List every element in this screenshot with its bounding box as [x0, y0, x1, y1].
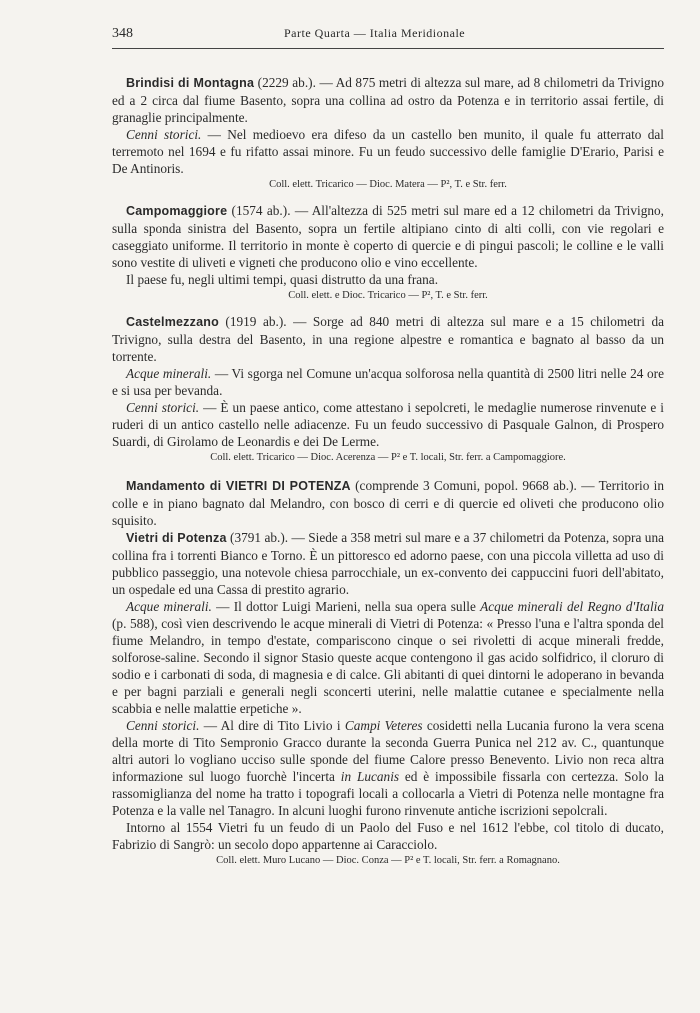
acque-minerali-castelmezzano: Acque minerali. — Vi sgorga nel Comune un'acqua solforosa nella quantità di 2500 litri nelle 24 ore e si usa per bevanda.	[112, 366, 664, 398]
running-header	[112, 26, 660, 46]
mandamento-title: Mandamento di VIETRI DI POTENZA	[126, 479, 351, 493]
feudo-vietri: Intorno al 1554 Vietri fu un feudo di un Paolo del Fuso e nel 1612 l'ebbe, col titolo di ducato, Fabrizio di Sangrò: un secolo dopo appartenne ai Caracciolo.	[112, 820, 664, 852]
mandamento-vietri: Mandamento di VIETRI DI POTENZA (comprende 3 Comuni, popol. 9668 ab.). — Territorio in colle e in piano bagnato dal Melandro, con bosco di cerri e di quercie ed oliveti che producono olio squisito.	[112, 478, 665, 528]
place-name: Castelmezzano	[126, 315, 219, 329]
cenni-storici-brindisi: Cenni storici. — Nel medioevo era difeso da un castello ben munito, il quale fu atterrato dal terremoto nel 1694 e fu rifatto assai minore. Fu un feudo successivo delle famiglie D'Erario, Parisi e De Antinoris.	[112, 127, 664, 176]
collegio-line: Coll. elett. Tricarico — Dioc. Acerenza — P² e T. locali, Str. ferr. a Campomaggiore.	[210, 452, 566, 463]
place-name: Brindisi di Montagna	[126, 76, 255, 90]
collegio-line: Coll. elett. e Dioc. Tricarico — P², T. e Str. ferr.	[288, 290, 488, 301]
page-body	[112, 74, 664, 868]
collegio-line: Coll. elett. Muro Lucano — Dioc. Conza — P² e T. locali, Str. ferr. a Romagnano.	[216, 855, 560, 866]
entry-brindisi: Brindisi di Montagna (2229 ab.). — Ad 875 metri di altezza sul mare, ad 8 chilometri da Trivigno ed a 2 circa dal fiume Basento, sopra una collina ad ostro da Potenza e in territorio assai fertile, di granaglie principalmente.	[112, 75, 665, 125]
collegio-line: Coll. elett. Tricarico — Dioc. Matera — P², T. e Str. ferr.	[269, 179, 507, 190]
page-number: 348	[112, 26, 133, 41]
cenni-storici-vietri: Cenni storici. — Al dire di Tito Livio i Campi Veteres cosidetti nella Lucania furono la vera scena della morte di Tito Sempronio Gracco durante la seconda Guerra Punica nel 212 av. C., quantunque altri autori lo vogliano ucciso sulle sponde del fiume Calore presso Benevento. Livio non reca altra informazione sul luogo fuorchè l'incerta in Lucanis ed è impossibile fissarla con certezza. Solo la rassomiglianza del nome ha tratto i topografi locali a collocarla a Vietri di Potenza nelle montagne fra Potenza e la valle nel Tanagro. In alcuni luoghi furono rinvenute antiche iscrizioni sepolcrali.	[112, 718, 664, 818]
running-title: Parte Quarta — Italia Meridionale	[284, 26, 466, 40]
place-name: Campomaggiore	[126, 204, 228, 218]
cenni-storici-castelmezzano: Cenni storici. — È un paese antico, come attestano i sepolcreti, le medaglie numerose rinvenute e i ruderi di un antico castello nelle adiacenze. Fu un feudo successivo di Pasquale Galnon, di Prospero Suardi, di Girolamo de Leonardis e dei De Lerme.	[112, 400, 664, 449]
acque-minerali-vietri: Acque minerali. — Il dottor Luigi Marieni, nella sua opera sulle Acque minerali del Regno d'Italia (p. 588), così vien descrivendo le acque minerali di Vietri di Potenza: « Presso l'una e l'altra sponda del fiume Melandro, in tempo d'estate, compariscono cinque o sei rivoletti di acque minerali fredde, solforose-saline. Secondo il signor Stasio queste acque contengono il gas acido solfidrico, il cloruro di sodio e i carbonati di soda, di magnesia e di calce. Gli abitanti di quei dintorni le adoperano in bevanda e per bagni parziali e generali negli sconcerti uterini, nelle malattie cutanee e specialmente nella scabbia e nelle malattie erpetiche ».	[112, 599, 664, 716]
note-campomaggiore: Il paese fu, negli ultimi tempi, quasi distrutto da una frana.	[126, 272, 439, 287]
entry-vietri: Vietri di Potenza (3791 ab.). — Siede a 358 metri sul mare e a 37 chilometri da Potenza, sopra una collina fra i torrenti Bianco e Torno. È un pittoresco ed adorno paese, con una piccola villetta ad uso di pubblico passeggio, una notevole chiesa parrocchiale, un ex-convento dei cappuccini fuori dell'abitato, un ospedale ed una Cassa di prestito agrario.	[112, 530, 665, 597]
place-name: Vietri di Potenza	[126, 531, 227, 545]
entry-campomaggiore: Campomaggiore (1574 ab.). — All'altezza di 525 metri sul mare ed a 12 chilometri da Trivigno, sulla sponda sinistra del Basento, sopra un fertile altipiano cinto di alti colli, con vie regolari e caseggiato uniforme. Il territorio in monte è coperto di quercie e di pingui pascoli; le colline e le valli sono vestite di uliveti e vigneti che producono olio e vino eccellente.	[112, 203, 664, 270]
header-rule	[112, 48, 664, 49]
entry-castelmezzano: Castelmezzano (1919 ab.). — Sorge ad 840 metri di altezza sul mare e a 15 chilometri da Trivigno, sulla destra del Basento, in una regione alpestre e romantica e bagnato al basso da un torrente.	[112, 314, 664, 364]
